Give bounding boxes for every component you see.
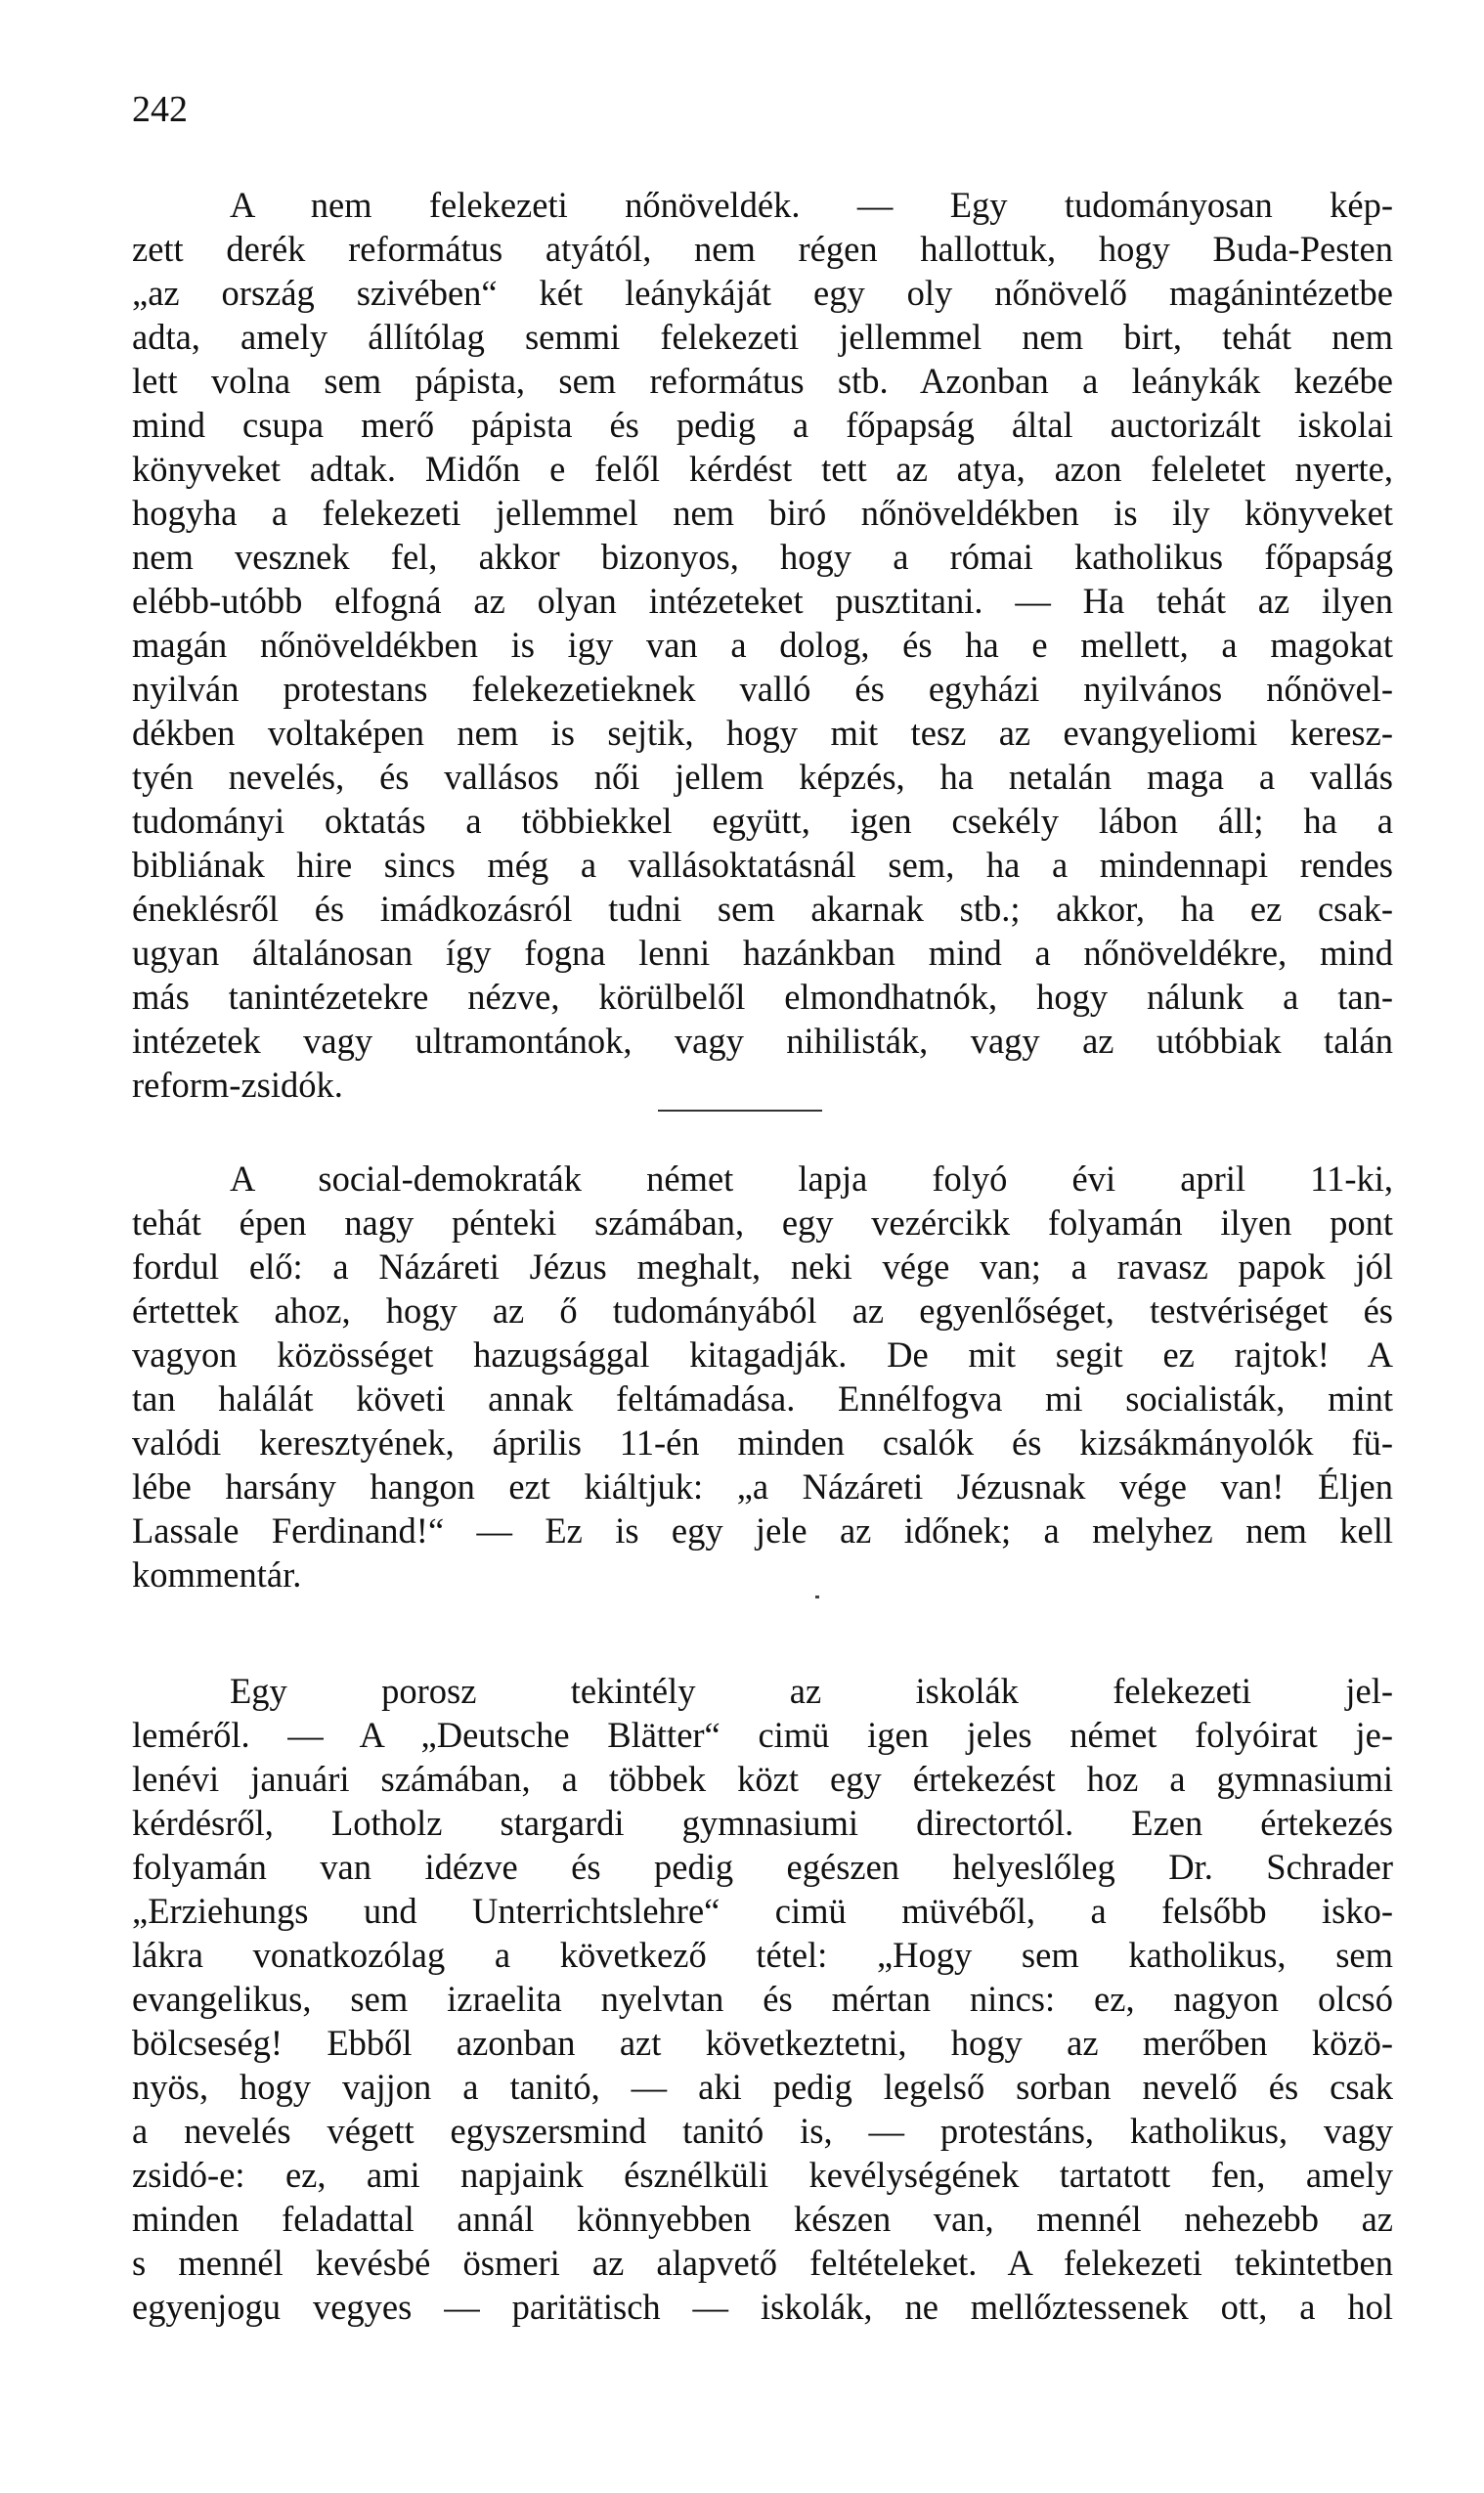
text-line: ugyan általánosan így fogna lenni hazánkban mind a nőnöveldékre, mind	[132, 933, 1393, 973]
text-line: leméről. — A „Deutsche Blätter“ cimü igen jeles német folyóirat je-	[132, 1715, 1393, 1755]
text-line: nyös, hogy vajjon a tanitó, — aki pedig legelső sorban nevelő és csak	[132, 2067, 1393, 2107]
section-divider	[658, 1110, 822, 1112]
text-line: kérdésről, Lotholz stargardi gymnasiumi directortól. Ezen értekezés	[132, 1803, 1393, 1843]
text-line: kommentár.	[132, 1554, 302, 1595]
article-social-demokratak	[132, 1157, 1393, 1596]
text-line: valódi keresztyének, április 11-én minden csalók és kizsákmányolók fü-	[132, 1422, 1393, 1463]
text-line: dékben voltaképen nem is sejtik, hogy mit tesz az evangyeliomi keresz-	[132, 713, 1393, 753]
text-line: nyilván protestans felekezetieknek valló és egyházi nyilvános nőnövel-	[132, 669, 1393, 709]
text-line: bölcseség! Ebből azonban azt következtetni, hogy az merőben közö-	[132, 2023, 1393, 2063]
text-line: elébb-utóbb elfogná az olyan intézeteket pusztitani. — Ha tehát az ilyen	[132, 581, 1393, 621]
text-line: evangelikus, sem izraelita nyelvtan és mértan nincs: ez, nagyon olcsó	[132, 1979, 1393, 2019]
text-line: tan halálát követi annak feltámadása. Ennélfogva mi socialisták, mint	[132, 1378, 1393, 1419]
text-line: lákra vonatkozólag a következő tétel: „Hogy sem katholikus, sem	[132, 1935, 1393, 1975]
text-line: nem vesznek fel, akkor bizonyos, hogy a római katholikus főpapság	[132, 537, 1393, 577]
text-line: tudományi oktatás a többiekkel együtt, igen csekély lábon áll; ha a	[132, 801, 1393, 841]
text-line: tehát épen nagy pénteki számában, egy vezércikk folyamán ilyen pont	[132, 1203, 1393, 1243]
text-line: A social-demokraták német lapja folyó évi april 11-ki,	[230, 1159, 1393, 1199]
text-line: hogyha a felekezeti jellemmel nem biró nőnöveldékben is ily könyveket	[132, 493, 1393, 533]
text-line: reform-zsidók.	[132, 1065, 343, 1105]
text-line: folyamán van idézve és pedig egészen helyeslőleg Dr. Schrader	[132, 1847, 1393, 1887]
article-porosz-tekintely	[132, 1669, 1393, 2329]
text-line: egyenjogu vegyes — paritätisch — iskolák, ne mellőztessenek ott, a hol	[132, 2287, 1393, 2327]
text-line: éneklésről és imádkozásról tudni sem akarnak stb.; akkor, ha ez csak-	[132, 889, 1393, 929]
text-line: intézetek vagy ultramontánok, vagy nihilisták, vagy az utóbbiak talán	[132, 1021, 1393, 1061]
text-line: „az ország szivében“ két leánykáját egy oly nőnövelő magánintézetbe	[132, 273, 1393, 313]
text-line: A nem felekezeti nőnöveldék. — Egy tudományosan kép-	[230, 185, 1393, 225]
text-line: lébe harsány hangon ezt kiáltjuk: „a Názáreti Jézusnak vége van! Éljen	[132, 1466, 1393, 1507]
text-line: Egy porosz tekintély az iskolák felekezeti jel-	[230, 1671, 1393, 1711]
text-line: zsidó-e: ez, ami napjaink észnélküli kevélységének tartatott fen, amely	[132, 2155, 1393, 2195]
text-line: értettek ahoz, hogy az ő tudományából az egyenlőséget, testvériséget és	[132, 1290, 1393, 1331]
text-line: könyveket adtak. Midőn e felől kérdést tett az atya, azon feleletet nyerte,	[132, 449, 1393, 489]
text-line: Lassale Ferdinand!“ — Ez is egy jele az időnek; a melyhez nem kell	[132, 1510, 1393, 1551]
text-line: zett derék református atyától, nem régen hallottuk, hogy Buda-Pesten	[132, 229, 1393, 269]
text-line: vagyon közösséget hazugsággal kitagadják. De mit segit ez rajtok! A	[132, 1334, 1393, 1375]
separator-mark	[815, 1596, 819, 1598]
text-line: lenévi januári számában, a többek közt egy értekezést hoz a gymnasiumi	[132, 1759, 1393, 1799]
article-nem-felekezeti-nonoveldek	[132, 183, 1393, 1107]
text-line: lett volna sem pápista, sem református stb. Azonban a leánykák kezébe	[132, 361, 1393, 401]
text-line: minden feladattal annál könnyebben készen van, mennél nehezebb az	[132, 2199, 1393, 2239]
text-line: bibliának hire sincs még a vallásoktatásnál sem, ha a mindennapi rendes	[132, 845, 1393, 885]
text-line: tyén nevelés, és vallásos női jellem képzés, ha netalán maga a vallás	[132, 757, 1393, 797]
text-line: mind csupa merő pápista és pedig a főpapság által auctorizált iskolai	[132, 405, 1393, 445]
text-line: „Erziehungs und Unterrichtslehre“ cimü müvéből, a felsőbb isko-	[132, 1891, 1393, 1931]
page-number: 242	[132, 89, 188, 130]
text-line: magán nőnöveldékben is igy van a dolog, és ha e mellett, a magokat	[132, 625, 1393, 665]
text-line: adta, amely állítólag semmi felekezeti jellemmel nem birt, tehát nem	[132, 317, 1393, 357]
text-line: a nevelés végett egyszersmind tanitó is, — protestáns, katholikus, vagy	[132, 2111, 1393, 2151]
text-line: más tanintézetekre nézve, körülbelől elmondhatnók, hogy nálunk a tan-	[132, 977, 1393, 1017]
text-line: s mennél kevésbé ösmeri az alapvető feltételeket. A felekezeti tekintetben	[132, 2243, 1393, 2283]
text-line: fordul elő: a Názáreti Jézus meghalt, neki vége van; a ravasz papok jól	[132, 1246, 1393, 1287]
